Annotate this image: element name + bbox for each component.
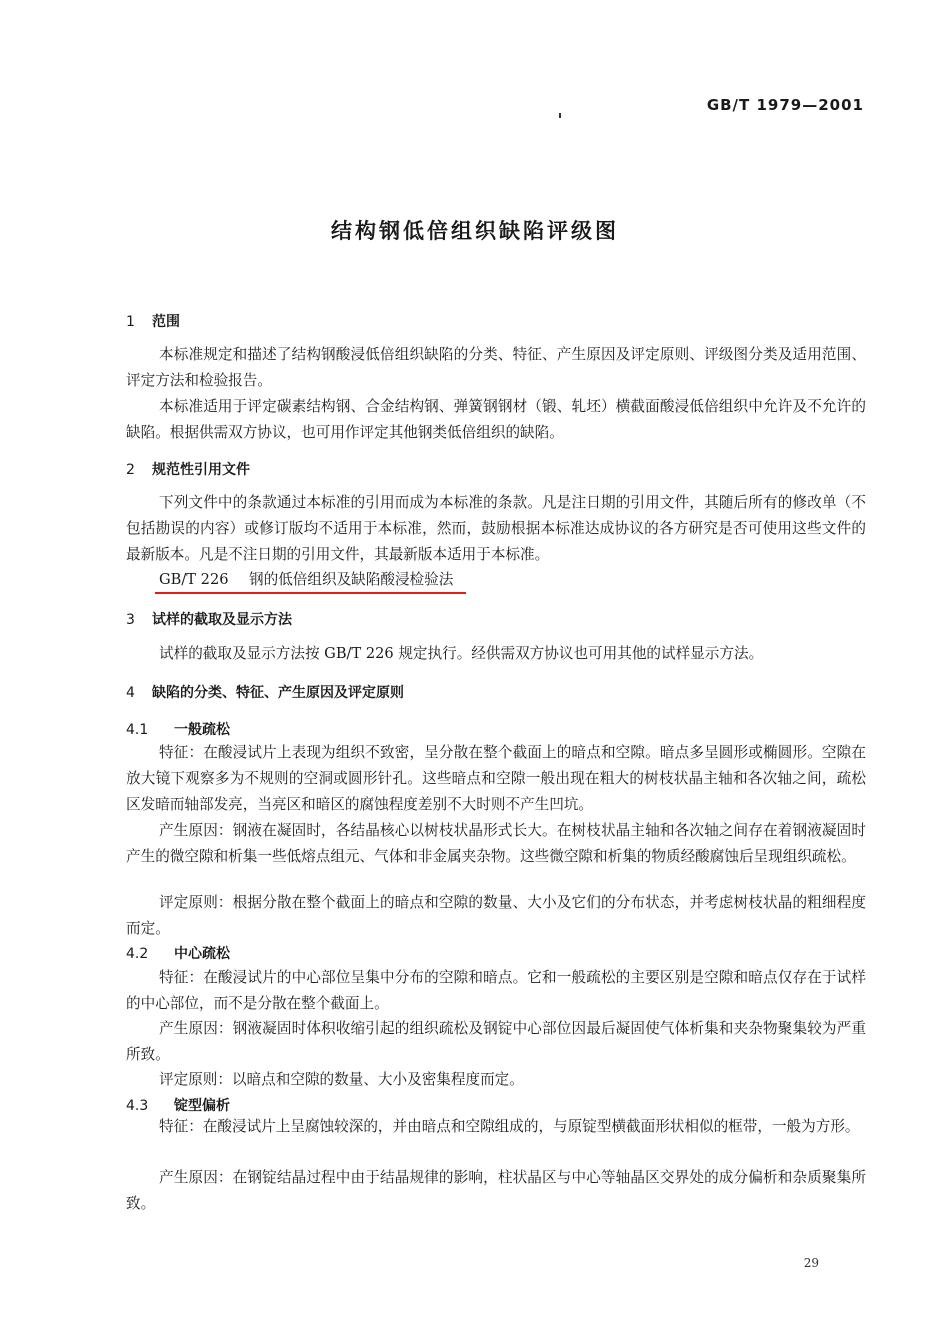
subsection-4-2-heading	[126, 943, 230, 963]
subsection-title: 锭型偏析	[174, 1098, 230, 1114]
paragraph: 本标准适用于评定碳素结构钢、合金结构钢、弹簧钢钢材（锻、轧坯）横截面酸浸低倍组织中允许及不允许的缺陷。根据供需双方协议，也可用作评定其他钢类低倍组织的缺陷。	[126, 398, 866, 441]
section-3-heading	[126, 609, 292, 629]
paragraph: 评定原则：根据分散在整个截面上的暗点和空隙的数量、大小及它们的分布状态，并考虑树枝状晶的粗细程度而定。	[126, 894, 866, 937]
paragraph: 特征：在酸浸试片上呈腐蚀较深的，并由暗点和空隙组成的，与原锭型横截面形状相似的框带，一般为方形。	[159, 1118, 860, 1135]
section-2-heading	[126, 459, 250, 479]
paragraph: 试样的截取及显示方法按 GB/T 226 规定执行。经供需双方协议也可用其他的试样显示方法。	[159, 645, 764, 662]
paragraph: 产生原因：钢液凝固时体积收缩引起的组织疏松及钢锭中心部位因最后凝固使气体析集和夹杂物聚集较为严重所致。	[126, 1020, 866, 1063]
section-title: 规范性引用文件	[152, 462, 250, 478]
section-1-heading	[126, 311, 180, 331]
paragraph: 产生原因：在钢锭结晶过程中由于结晶规律的影响，柱状晶区与中心等轴晶区交界处的成分偏析和杂质聚集所致。	[126, 1169, 866, 1212]
section-number: 2	[126, 462, 135, 478]
subsection-number: 4.2	[126, 946, 149, 962]
paragraph: 评定原则：以暗点和空隙的数量、大小及密集程度而定。	[159, 1071, 524, 1088]
section-number: 1	[126, 314, 135, 330]
subsection-title: 一般疏松	[174, 722, 230, 738]
section-title: 试样的截取及显示方法	[152, 612, 292, 628]
paragraph: 下列文件中的条款通过本标准的引用而成为本标准的条款。凡是注日期的引用文件，其随后所有的修改单（不包括勘误的内容）或修订版均不适用于本标准，然而，鼓励根据本标准达成协议的各方研究是否可使用这些文件的最新版本。凡是不注日期的引用文件，其最新版本适用于本标准。	[126, 494, 866, 563]
section-4-heading	[126, 682, 404, 702]
document-title: 结构钢低倍组织缺陷评级图	[331, 219, 619, 243]
section-title: 范围	[152, 314, 180, 330]
reference-title: 钢的低倍组织及缺陷酸浸检验法	[249, 571, 454, 588]
normative-reference	[159, 568, 453, 589]
section-title: 缺陷的分类、特征、产生原因及评定原则	[152, 685, 404, 701]
subsection-number: 4.3	[126, 1098, 149, 1114]
subsection-4-3-heading	[126, 1095, 230, 1115]
paragraph: 特征：在酸浸试片上表现为组织不致密，呈分散在整个截面上的暗点和空隙。暗点多呈圆形或椭圆形。空隙在放大镜下观察多为不规则的空洞或圆形针孔。这些暗点和空隙一般出现在粗大的树枝状晶主轴和各次轴之间，疏松区发暗而轴部发亮，当亮区和暗区的腐蚀程度差别不大时则不产生凹坑。	[126, 744, 866, 813]
paragraph: 特征：在酸浸试片的中心部位呈集中分布的空隙和暗点。它和一般疏松的主要区别是空隙和暗点仅存在于试样的中心部位，而不是分散在整个截面上。	[126, 969, 866, 1012]
section-number: 3	[126, 612, 135, 628]
scan-speck	[559, 113, 561, 118]
paragraph: 本标准规定和描述了结构钢酸浸低倍组织缺陷的分类、特征、产生原因及评定原则、评级图分类及适用范围、评定方法和检验报告。	[126, 346, 866, 389]
page-number: 29	[803, 1256, 819, 1270]
paragraph: 产生原因：钢液在凝固时，各结晶核心以树枝状晶形式长大。在树枝状晶主轴和各次轴之间存在着钢液凝固时产生的微空隙和析集一些低熔点组元、气体和非金属夹杂物。这些微空隙和析集的物质经酸腐蚀后呈现组织疏松。	[126, 822, 866, 865]
standard-code: GB/T 1979—2001	[706, 96, 864, 114]
section-number: 4	[126, 685, 135, 701]
subsection-number: 4.1	[126, 722, 149, 738]
subsection-title: 中心疏松	[174, 946, 230, 962]
red-underline-annotation	[155, 592, 466, 594]
subsection-4-1-heading	[126, 719, 230, 739]
reference-code: GB/T 226	[159, 571, 229, 588]
